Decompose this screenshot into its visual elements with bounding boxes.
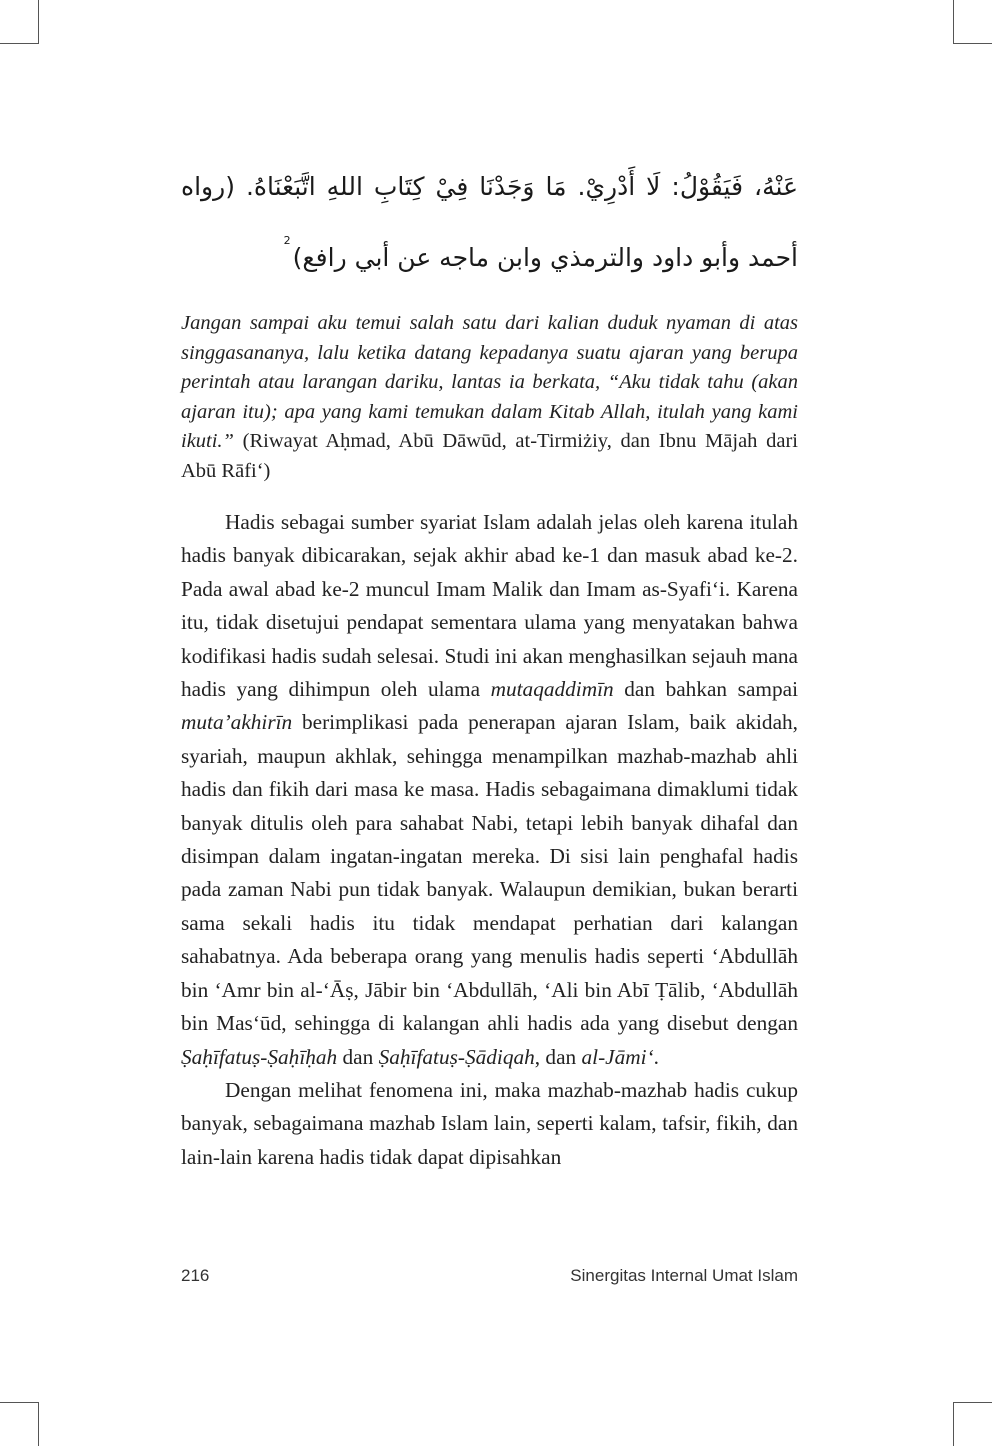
page-number: 216 bbox=[181, 1266, 210, 1285]
arabic-hadith-text bbox=[181, 160, 798, 285]
italic-term: muta’akhirīn bbox=[181, 710, 293, 735]
page-content bbox=[181, 160, 798, 1174]
crop-mark bbox=[0, 1402, 38, 1403]
crop-mark bbox=[953, 1402, 954, 1446]
page-footer bbox=[181, 1266, 798, 1286]
paragraph-text: Hadis sebagai sumber syariat Islam adalah jelas oleh karena itulah hadis banyak dibicarakan, sejak akhir abad ke-1 dan masuk abad ke-2. Pada awal abad ke-2 muncul Imam Malik dan Imam as-Syafiʻi. Karena itu, tidak disetujui pendapat sementara ulama yang menyatakan bahwa kodifikasi hadis sudah selesai. Studi ini akan menghasilkan sejauh mana hadis yang dihimpun oleh ulama bbox=[181, 510, 798, 702]
translation-italic: Jangan sampai aku temui salah satu dari kalian duduk nyaman di atas singgasananya, lalu ketika datang kepadanya suatu ajaran yang berupa perintah atau larangan dariku, lantas ia berkata, “Aku tidak tahu (akan ajaran itu); apa yang kami temukan dalam Kitab Allah, itulah yang kami ikuti.” bbox=[181, 312, 798, 452]
footnote-reference: 2 bbox=[283, 234, 291, 247]
paragraph-text: dan bbox=[337, 1044, 379, 1069]
crop-mark bbox=[954, 43, 992, 44]
crop-mark bbox=[954, 1402, 992, 1403]
italic-term: al-Jāmiʻ bbox=[581, 1044, 654, 1069]
crop-mark bbox=[953, 0, 954, 44]
paragraph-text: dan bahkan sampai bbox=[613, 677, 798, 702]
italic-term: mutaqaddimīn bbox=[490, 677, 614, 702]
italic-term: Ṣaḥīfatuṣ-Ṣādiqah bbox=[378, 1044, 535, 1069]
arabic-text: عَنْهُ، فَيَقُوْلُ: لَا أَدْرِيْ. مَا وَجَدْنَا فِيْ كِتَابِ اللهِ اتَّبَعْنَاهُ. (رواه أحمد وأبو داود والترمذي وابن ماجه عن أبي رافع) bbox=[181, 172, 798, 272]
crop-mark bbox=[38, 1402, 39, 1446]
crop-mark bbox=[0, 43, 38, 44]
paragraph-text: berimplikasi pada penerapan ajaran Islam, baik akidah, syariah, maupun akhlak, sehingga menampilkan mazhab-mazhab ahli hadis dan fikih dari masa ke masa. Hadis sebagaimana dimaklumi tidak banyak ditulis oleh para sahabat Nabi, tetapi lebih banyak dihafal dan disimpan dalam ingatan-ingatan mereka. Di sisi lain penghafal hadis pada zaman Nabi pun tidak banyak. Walaupun demikian, bukan berarti sama sekali hadis itu tidak mendapat perhatian dari kalangan sahabatnya. Ada beberapa orang yang menulis hadis seperti ʻAbdullāh bin ʻAmr bin al-ʻĀṣ, Jābir bin ʻAbdullāh, ʻAli bin Abī Ṭālib, ʻAbdullāh bin Masʻūd, sehingga di kalangan ahli hadis ada yang disebut dengan bbox=[181, 710, 798, 1036]
body-paragraph-2: Dengan melihat fenomena ini, maka mazhab-mazhab hadis cukup banyak, sebagaimana mazhab Islam lain, seperti kalam, tafsir, fikih, dan lain-lain karena hadis tidak dapat dipisahkan bbox=[181, 1077, 798, 1169]
crop-mark bbox=[38, 0, 39, 44]
hadith-translation bbox=[181, 309, 798, 486]
translation-source: (Riwayat Aḥmad, Abū Dāwūd, at-Tirmiżiy, dan Ibnu Mājah dari Abū Rāfiʻ) bbox=[181, 430, 798, 482]
paragraph-text: . bbox=[653, 1044, 659, 1069]
book-title: Sinergitas Internal Umat Islam bbox=[570, 1266, 798, 1285]
paragraph-text: , dan bbox=[534, 1044, 582, 1069]
italic-term: Ṣaḥīfatuṣ-Ṣaḥīḥah bbox=[181, 1044, 338, 1069]
body-paragraph-1 bbox=[181, 506, 798, 1074]
